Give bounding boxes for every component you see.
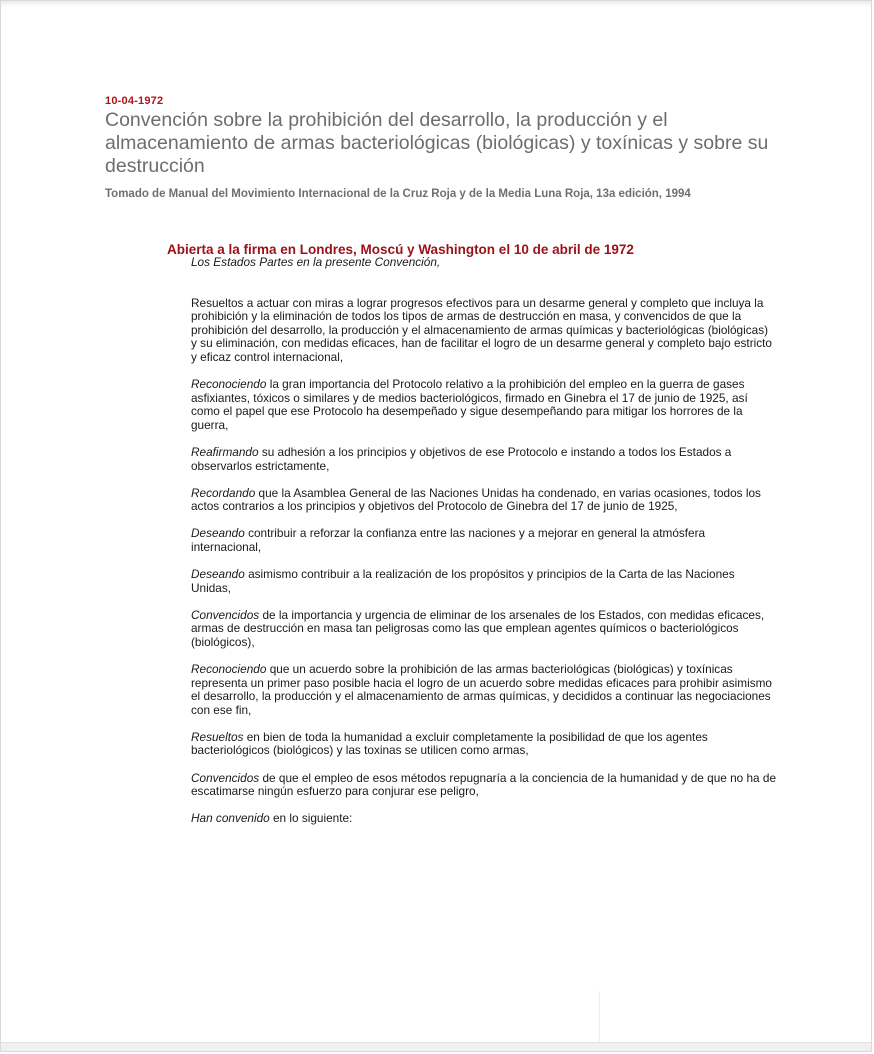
document-source: Tomado de Manual del Movimiento Internacional de la Cruz Roja y de la Media Luna Roja, 13a edición, 1994 bbox=[105, 188, 691, 200]
paragraph-text: que la Asamblea General de las Naciones Unidas ha condenado, en varias ocasiones, todos los actos contrarios a los principios y objetivos del Protocolo de Ginebra del 17 de junio de 1925, bbox=[191, 485, 761, 514]
paragraph bbox=[191, 297, 777, 365]
paragraph bbox=[191, 446, 777, 473]
paragraph bbox=[191, 487, 777, 514]
paragraph-text: su adhesión a los principios y objetivos de ese Protocolo e instando a todos los Estados a observarlos estrictamente, bbox=[191, 444, 732, 473]
paragraph bbox=[191, 663, 777, 717]
paragraph-text: la gran importancia del Protocolo relativo a la prohibición del empleo en la guerra de gases asfixiantes, tóxicos o similares y de medios bacteriológicos, firmado en Ginebra el 17 de junio de 1925, así como el papel que ese Protocolo ha desempeñado y sigue desempeñando para mitigar los horrores de la guerra, bbox=[191, 377, 748, 432]
document-title: Convención sobre la prohibición del desarrollo, la producción y el almacenamiento de armas bacteriológicas (biológicas) y toxínicas y sobre su destrucción bbox=[105, 109, 769, 177]
paragraph-lead: Reconociendo bbox=[191, 377, 267, 392]
paragraph bbox=[191, 609, 777, 650]
paragraph-text: que un acuerdo sobre la prohibición de las armas bacteriológicas (biológicas) y toxínicas representa un primer paso posible hacia el logro de un acuerdo sobre medidas eficaces para prohibir asimismo el desarrollo, la producción y el almacenamiento de armas químicas, y decididos a continuar las negociaciones con ese fin, bbox=[191, 661, 772, 717]
paragraph-text: contribuir a reforzar la confianza entre las naciones y a mejorar en general la atmósfera internacional, bbox=[191, 526, 706, 554]
paragraph-lead: Convencidos bbox=[191, 607, 260, 622]
page-divider bbox=[599, 991, 600, 1047]
paragraph-text: Resueltos a actuar con miras a lograr progresos efectivos para un desarme general y completo que incluya la prohibición y la eliminación de todos los tipos de armas de destrucción en masa, y convencidos de que la prohibición del desarrollo, la producción y el almacenamiento de armas químicas y bacteriológicas (biológicas) y su eliminación, con medidas eficaces, han de facilitar el logro de un desarme general y completo bajo estricto y eficaz control internacional, bbox=[191, 295, 772, 364]
paragraph bbox=[191, 378, 777, 432]
paragraph-lead: Reafirmando bbox=[191, 444, 259, 459]
paragraph-text: en lo siguiente: bbox=[269, 811, 353, 826]
paragraph bbox=[191, 568, 777, 595]
paragraph-lead: Reconociendo bbox=[191, 661, 267, 676]
paragraph-text: de la importancia y urgencia de eliminar de los arsenales de los Estados, con medidas eficaces, armas de destrucción en masa tan peligrosas como las que emplean agentes químicos o bacteriológicos (biológicos), bbox=[191, 607, 765, 649]
page-top-edge bbox=[1, 1, 871, 7]
paragraph-lead: Deseando bbox=[191, 526, 245, 541]
page-bottom-edge bbox=[1, 1042, 871, 1051]
document-date: 10-04-1972 bbox=[105, 95, 164, 107]
paragraph-text: de que el empleo de esos métodos repugnaría a la conciencia de la humanidad y de que no ha de escatimarse ningún esfuerzo para conjurar ese peligro, bbox=[191, 770, 777, 799]
paragraph-lead: Recordando bbox=[191, 485, 256, 500]
paragraph-lead: Han convenido bbox=[191, 811, 270, 826]
paragraph-lead: Deseando bbox=[191, 567, 245, 581]
paragraph-lead: Resueltos bbox=[191, 729, 244, 744]
paragraph bbox=[191, 812, 777, 826]
document-subtitle: Abierta a la firma en Londres, Moscú y Washington el 10 de abril de 1972 bbox=[167, 242, 634, 257]
paragraph-text: en bien de toda la humanidad a excluir completamente la posibilidad de que los agentes bacteriológicos (biológicos) y las toxinas se utilicen como armas, bbox=[191, 729, 708, 758]
document-body bbox=[191, 256, 777, 839]
paragraph bbox=[191, 772, 777, 799]
paragraph-lead: Convencidos bbox=[191, 770, 260, 785]
paragraph bbox=[191, 527, 777, 554]
paragraph-text: asimismo contribuir a la realización de los propósitos y principios de la Carta de las Naciones Unidas, bbox=[191, 567, 735, 595]
intro-paragraph: Los Estados Partes en la presente Convención, bbox=[191, 255, 441, 269]
paragraph bbox=[191, 731, 777, 758]
